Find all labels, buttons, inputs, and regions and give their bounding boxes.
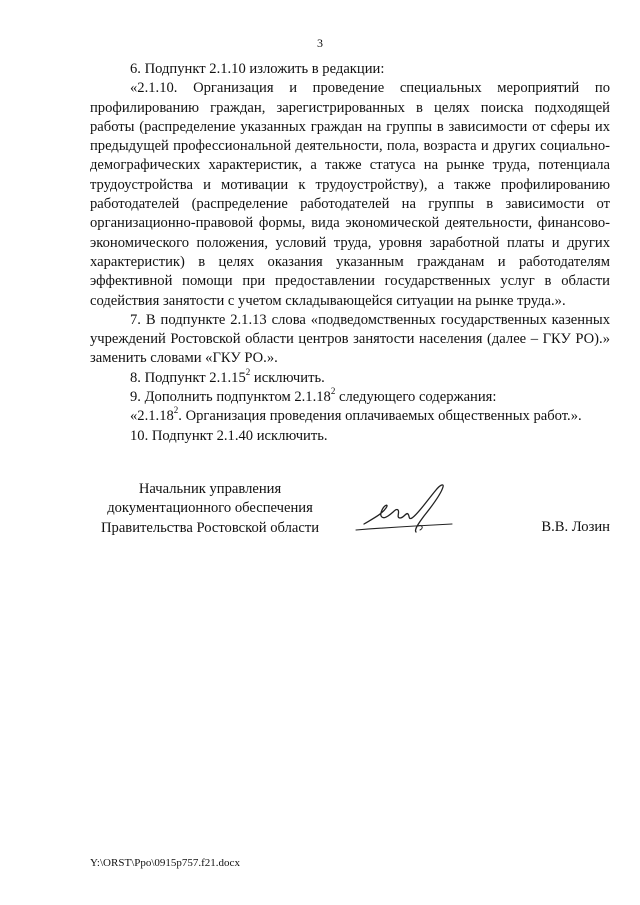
signatory-name: В.В. Лозин <box>541 519 610 535</box>
page-number: 3 <box>317 36 323 50</box>
paragraph-item-2-1-10-text: «2.1.10. Организация и проведение специальных мероприятий по профилированию граждан, зарегистрированных в целях поиска подходящей работы (распределение указанных граждан на группы в зависимости от сферы их предыдущей профессиональной деятельности, пола, возраста и других социально-демографических характеристик, а также статуса на рынке труда, потенциала трудоустройства и мотивации к трудоустройству), а также профилированию работодателей (распределение работодателей на группы в зависимости от организационно-правовой формы, вида экономической деятельности, финансово-экономического положения, условий труда, уровня заработной платы и других характеристик) в целях оказания указанным гражданам и работодателям эффективной помощи при предоставлении государственных услуг в области содействия занятости с учетом складывающейся ситуации на рынке труда.». <box>90 80 610 309</box>
paragraph-item-7: 7. В подпункте 2.1.13 слова «подведомственных государственных казенных учреждений Ростовской области центров занятости населения (далее – ГКУ РО).» заменить словами «ГКУ РО.». <box>90 311 610 367</box>
paragraph-item-9-main: 9. Дополнить подпунктом 2.1.18 <box>130 389 331 406</box>
paragraph-item-2-1-18-main: «2.1.18 <box>130 408 174 425</box>
signatory-title-line: Начальник управления <box>138 481 282 497</box>
paragraph-item-9 <box>90 388 610 407</box>
paragraph-item-8-tail: исключить. <box>250 369 325 386</box>
superscript: 2 <box>245 366 251 377</box>
paragraph-item-8-main: 8. Подпункт 2.1.15 <box>130 369 246 386</box>
paragraph-item-2-1-18-text <box>90 407 610 426</box>
paragraph-item-9-tail: следующего содержания: <box>335 389 497 406</box>
signatory-title-line: Правительства Ростовской области <box>100 519 320 536</box>
handwritten-signature <box>352 474 462 542</box>
signatory-title <box>90 480 330 538</box>
paragraph-item-10: 10. Подпункт 2.1.40 исключить. <box>130 427 328 444</box>
superscript: 2 <box>173 405 179 416</box>
paragraph-item-8 <box>90 366 610 388</box>
document-body <box>90 60 610 446</box>
superscript: 2 <box>330 386 336 397</box>
signature-block <box>90 474 610 554</box>
file-path: Y:\ORST\Ppo\0915p757.f21.docx <box>90 857 240 869</box>
paragraph-item-6: 6. Подпункт 2.1.10 изложить в редакции: <box>130 61 385 77</box>
signatory-title-line: документационного обеспечения <box>107 500 313 517</box>
paragraph-item-2-1-18-tail: . Организация проведения оплачиваемых общественных работ.». <box>178 408 582 425</box>
